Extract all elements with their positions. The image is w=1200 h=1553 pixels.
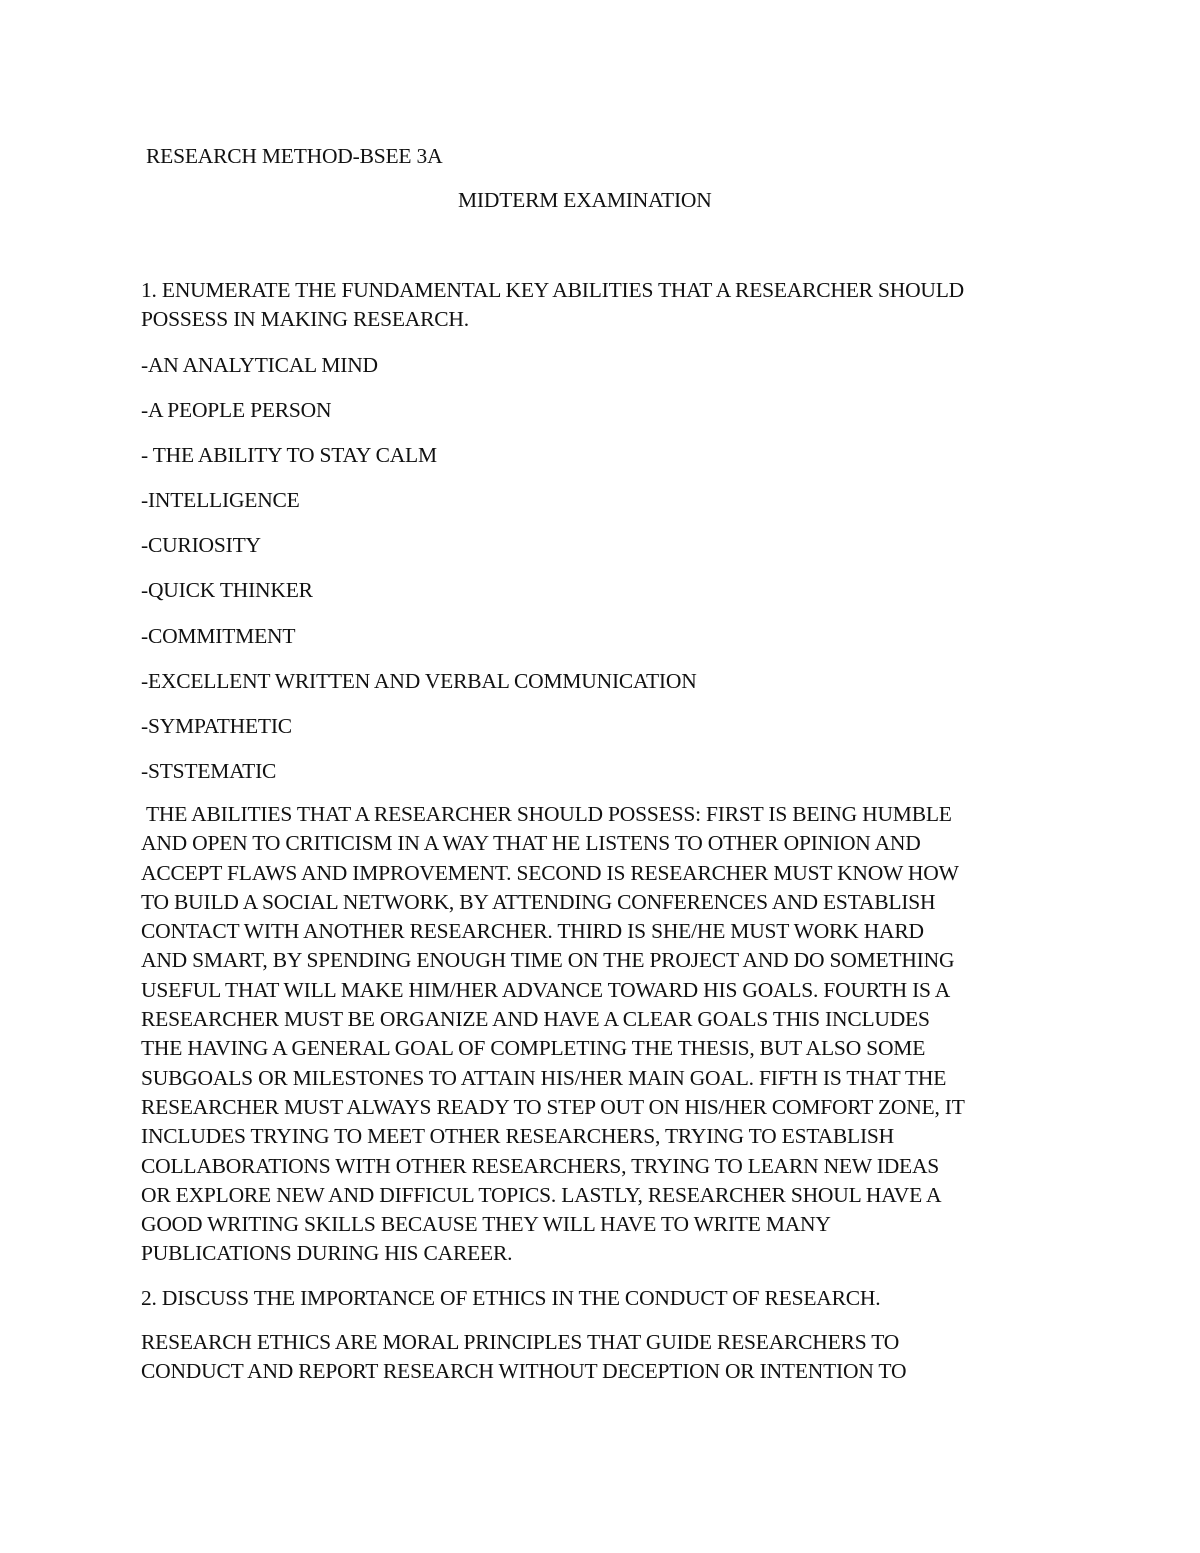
exam-title: MIDTERM EXAMINATION <box>458 188 712 212</box>
list-item: -QUICK THINKER <box>141 578 313 603</box>
paragraph-line: RESEARCHER MUST BE ORGANIZE AND HAVE A CLEAR GOALS THIS INCLUDES <box>141 1007 930 1032</box>
list-item: -COMMITMENT <box>141 623 296 648</box>
list-item: -A PEOPLE PERSON <box>141 398 332 423</box>
list-item: -STSTEMATIC <box>141 758 277 783</box>
list-item: -AN ANALYTICAL MIND <box>141 353 378 377</box>
question-2: 2. DISCUSS THE IMPORTANCE OF ETHICS IN THE CONDUCT OF RESEARCH. <box>141 1286 881 1310</box>
paragraph-line: INCLUDES TRYING TO MEET OTHER RESEARCHERS, TRYING TO ESTABLISH <box>141 1124 894 1149</box>
list-item: -CURIOSITY <box>141 533 261 558</box>
question-1-line: POSSESS IN MAKING RESEARCH. <box>141 307 469 332</box>
list-item: -INTELLIGENCE <box>141 488 300 513</box>
paragraph-line: AND OPEN TO CRITICISM IN A WAY THAT HE LISTENS TO OTHER OPINION AND <box>141 831 921 856</box>
question-1 <box>141 276 1066 335</box>
list-item: -EXCELLENT WRITTEN AND VERBAL COMMUNICATION <box>141 668 697 693</box>
paragraph-line: COLLABORATIONS WITH OTHER RESEARCHERS, TRYING TO LEARN NEW IDEAS <box>141 1153 940 1178</box>
list-item: -SYMPATHETIC <box>141 713 292 738</box>
paragraph-line: GOOD WRITING SKILLS BECAUSE THEY WILL HAVE TO WRITE MANY <box>141 1212 831 1237</box>
list-item: - THE ABILITY TO STAY CALM <box>141 443 437 468</box>
paragraph-line: RESEARCHER MUST ALWAYS READY TO STEP OUT ON HIS/HER COMFORT ZONE, IT <box>141 1094 965 1119</box>
abilities-paragraph <box>141 800 1066 1269</box>
paragraph-line: SUBGOALS OR MILESTONES TO ATTAIN HIS/HER MAIN GOAL. FIFTH IS THAT THE <box>141 1065 947 1090</box>
question-1-line: 1. ENUMERATE THE FUNDAMENTAL KEY ABILITIES THAT A RESEARCHER SHOULD <box>141 278 964 302</box>
paragraph-line: THE ABILITIES THAT A RESEARCHER SHOULD POSSESS: FIRST IS BEING HUMBLE <box>146 802 952 826</box>
paragraph-line: OR EXPLORE NEW AND DIFFICUL TOPICS. LASTLY, RESEARCHER SHOUL HAVE A <box>141 1182 942 1207</box>
paragraph-line: ACCEPT FLAWS AND IMPROVEMENT. SECOND IS RESEARCHER MUST KNOW HOW <box>141 860 959 885</box>
paragraph-line: USEFUL THAT WILL MAKE HIM/HER ADVANCE TOWARD HIS GOALS. FOURTH IS A <box>141 977 951 1002</box>
answer-2-line: RESEARCH ETHICS ARE MORAL PRINCIPLES THAT GUIDE RESEARCHERS TO <box>141 1330 900 1354</box>
course-header: RESEARCH METHOD-BSEE 3A <box>146 144 443 168</box>
paragraph-line: TO BUILD A SOCIAL NETWORK, BY ATTENDING CONFERENCES AND ESTABLISH <box>141 889 936 914</box>
answer-2-line: CONDUCT AND REPORT RESEARCH WITHOUT DECEPTION OR INTENTION TO <box>141 1359 907 1384</box>
answer-2 <box>141 1328 1066 1387</box>
paragraph-line: THE HAVING A GENERAL GOAL OF COMPLETING THE THESIS, BUT ALSO SOME <box>141 1036 926 1061</box>
paragraph-line: CONTACT WITH ANOTHER RESEARCHER. THIRD IS SHE/HE MUST WORK HARD <box>141 919 924 944</box>
paragraph-line: PUBLICATIONS DURING HIS CAREER. <box>141 1241 513 1266</box>
paragraph-line: AND SMART, BY SPENDING ENOUGH TIME ON THE PROJECT AND DO SOMETHING <box>141 948 955 973</box>
abilities-list <box>141 351 1066 802</box>
